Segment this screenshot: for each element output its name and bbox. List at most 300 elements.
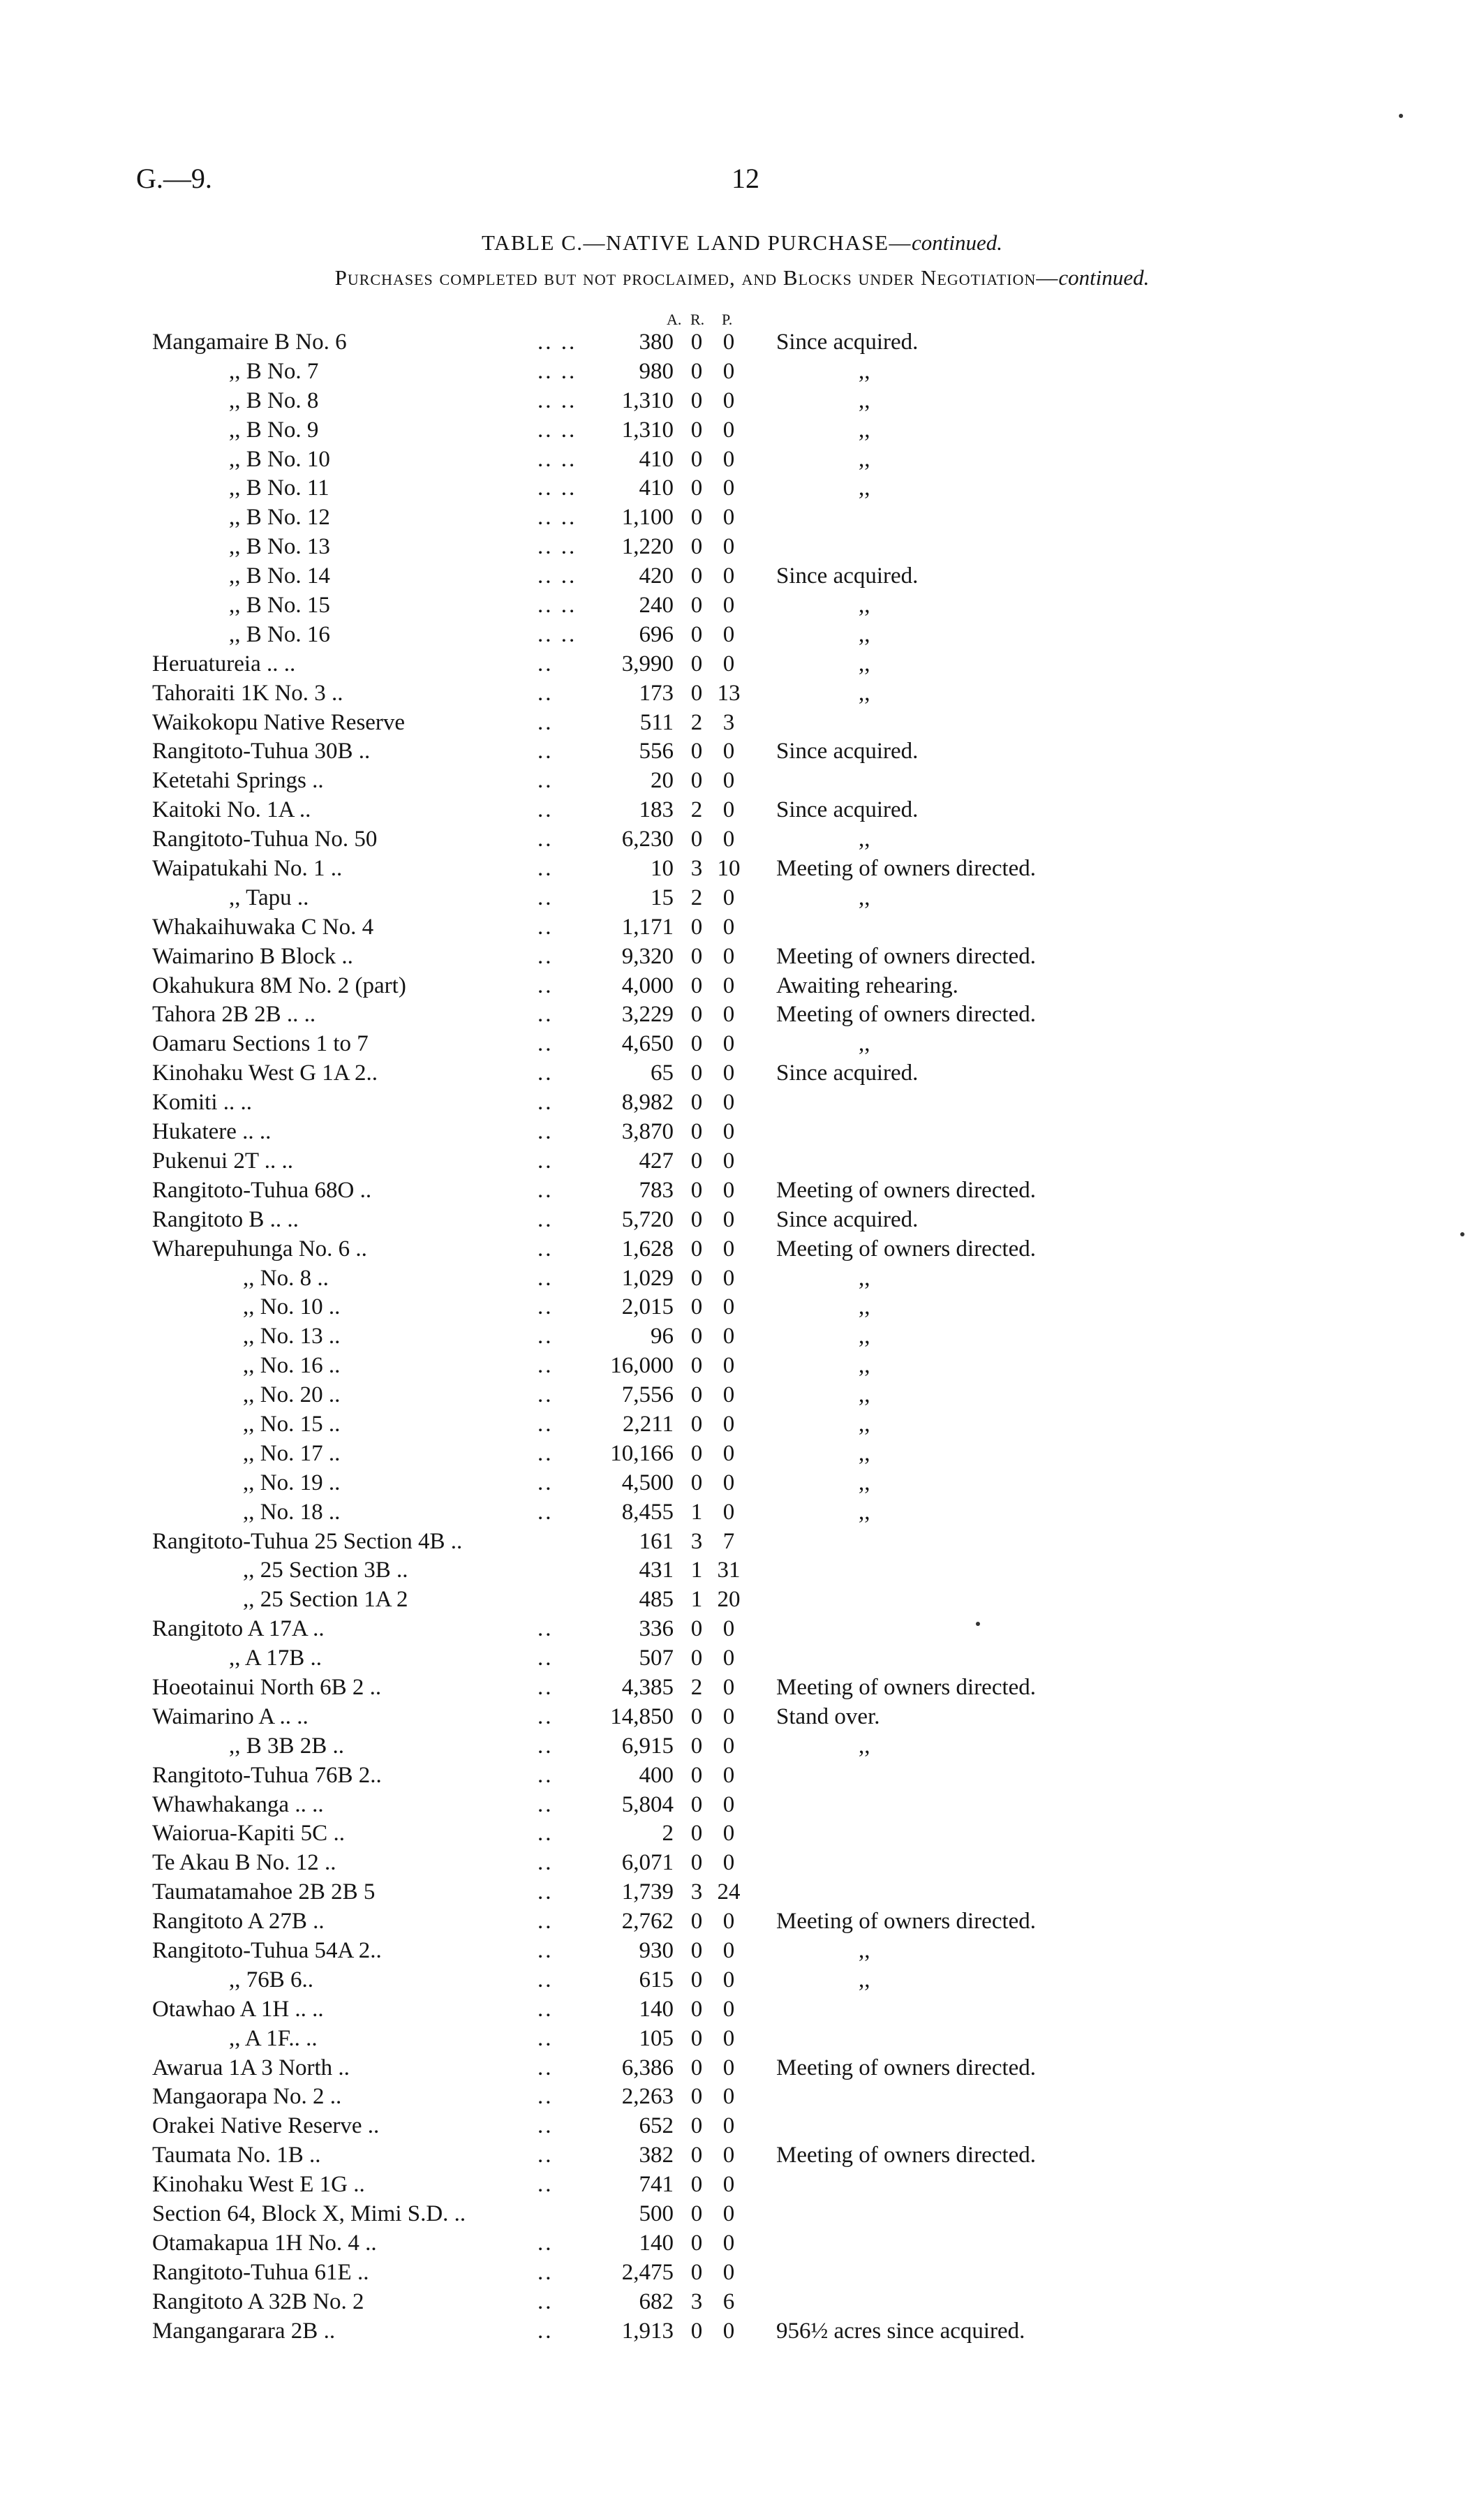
leader-dots: .. xyxy=(537,2025,554,2051)
block-name: ,, B No. 13 xyxy=(229,534,330,560)
leader-dots: .. xyxy=(537,2084,554,2110)
perches-value: 0 xyxy=(722,1674,735,1700)
perches-value: 0 xyxy=(722,1470,735,1495)
leader-dots: .. xyxy=(537,2143,554,2168)
leader-dots: .. xyxy=(537,856,554,882)
roods-value: 0 xyxy=(690,1090,703,1116)
block-name: Taumata No. 1B .. xyxy=(152,2143,321,2168)
roods-value: 0 xyxy=(690,2084,703,2110)
leader-dots: .. xyxy=(537,1031,554,1057)
perches-value: 3 xyxy=(722,709,735,735)
roods-value: 0 xyxy=(690,1909,703,1935)
table-row xyxy=(0,1293,1484,1322)
leader-dots: .. xyxy=(537,1440,554,1466)
acres-value: 3,870 xyxy=(621,1119,674,1145)
acres-value: 15 xyxy=(651,885,674,910)
perches-value: 0 xyxy=(722,739,735,764)
perches-value: 0 xyxy=(722,1440,735,1466)
leader-dots: .. xyxy=(537,1937,554,1963)
table-row xyxy=(0,2200,1484,2229)
acres-value: 1,029 xyxy=(621,1265,674,1291)
column-header-roods: R. xyxy=(690,311,705,328)
perches-value: 0 xyxy=(722,330,735,355)
table-row xyxy=(0,1030,1484,1059)
roods-value: 0 xyxy=(690,475,703,501)
leader-dots: .. xyxy=(537,1411,554,1437)
roods-value: 3 xyxy=(690,2288,703,2314)
remark-text: ,, xyxy=(859,1031,870,1057)
roods-value: 0 xyxy=(690,621,703,647)
table-row xyxy=(0,1176,1484,1206)
block-name: ,, No. 19 .. xyxy=(243,1470,341,1495)
remark-text: Meeting of owners directed. xyxy=(776,1236,1037,1262)
block-name: Awarua 1A 3 North .. xyxy=(152,2055,350,2080)
block-name: Kinohaku West E 1G .. xyxy=(152,2172,365,2198)
leader-dots: .. .. xyxy=(537,417,577,443)
leader-dots: .. xyxy=(537,1060,554,1086)
acres-value: 507 xyxy=(639,1646,674,1671)
roods-value: 0 xyxy=(690,2230,703,2256)
roods-value: 0 xyxy=(690,1703,703,1729)
block-name: ,, B No. 8 xyxy=(229,387,319,413)
leader-dots: .. xyxy=(537,1294,554,1320)
acres-value: 400 xyxy=(639,1762,674,1788)
roods-value: 0 xyxy=(690,593,703,619)
perches-value: 0 xyxy=(722,1324,735,1349)
block-name: ,, B No. 14 xyxy=(229,563,330,589)
perches-value: 0 xyxy=(722,563,735,589)
perches-value: 0 xyxy=(722,1060,735,1086)
table-row xyxy=(0,1644,1484,1673)
acres-value: 427 xyxy=(639,1148,674,1174)
acres-value: 336 xyxy=(639,1616,674,1642)
table-row xyxy=(0,1440,1484,1469)
table-subtitle-main: Purchases completed but not proclaimed, and Blocks under Negotiation— xyxy=(334,265,1059,290)
block-name: Hoeotainui North 6B 2 .. xyxy=(152,1674,382,1700)
perches-value: 0 xyxy=(722,2084,735,2110)
block-name: Otawhao A 1H .. .. xyxy=(152,1996,324,2022)
page-number: 12 xyxy=(732,163,759,194)
perches-value: 0 xyxy=(722,2025,735,2051)
acres-value: 1,628 xyxy=(621,1236,674,1262)
roods-value: 0 xyxy=(690,739,703,764)
perches-value: 0 xyxy=(722,2259,735,2285)
roods-value: 1 xyxy=(690,1558,703,1583)
roods-value: 0 xyxy=(690,534,703,560)
block-name: ,, B No. 10 xyxy=(229,446,330,472)
leader-dots: .. xyxy=(537,1762,554,1788)
perches-value: 10 xyxy=(717,856,741,882)
block-name: Waimarino B Block .. xyxy=(152,943,353,969)
roods-value: 0 xyxy=(690,505,703,531)
perches-value: 0 xyxy=(722,1762,735,1788)
leader-dots: .. xyxy=(537,1148,554,1174)
block-name: Rangitoto-Tuhua 54A 2.. xyxy=(152,1937,382,1963)
perches-value: 0 xyxy=(722,973,735,998)
leader-dots: .. .. xyxy=(537,593,577,619)
leader-dots: .. xyxy=(537,973,554,998)
perches-value: 0 xyxy=(722,651,735,676)
table-row xyxy=(0,1059,1484,1088)
perches-value: 0 xyxy=(722,1090,735,1116)
acres-value: 240 xyxy=(639,593,674,619)
leader-dots: .. xyxy=(537,1177,554,1203)
acres-value: 161 xyxy=(639,1528,674,1554)
perches-value: 0 xyxy=(722,1996,735,2022)
block-name: Whawhakanga .. .. xyxy=(152,1791,324,1817)
perches-value: 0 xyxy=(722,1353,735,1379)
remark-text: Since acquired. xyxy=(776,797,919,823)
block-name: Rangitoto A 27B .. xyxy=(152,1909,325,1935)
block-name: Rangitoto A 32B No. 2 xyxy=(152,2288,364,2314)
perches-value: 0 xyxy=(722,1002,735,1028)
block-name: ,, B No. 7 xyxy=(229,358,319,384)
block-name: Tahora 2B 2B .. .. xyxy=(152,1002,316,1028)
leader-dots: .. xyxy=(537,1236,554,1262)
roods-value: 0 xyxy=(690,768,703,794)
remark-text: ,, xyxy=(859,1324,870,1349)
leader-dots: .. .. xyxy=(537,387,577,413)
block-name: Wharepuhunga No. 6 .. xyxy=(152,1236,367,1262)
acres-value: 10 xyxy=(651,856,674,882)
block-name: Waioruа-Kapiti 5C .. xyxy=(152,1821,345,1847)
table-row xyxy=(0,2317,1484,2346)
acres-value: 105 xyxy=(639,2025,674,2051)
leader-dots: .. xyxy=(537,1703,554,1729)
roods-value: 0 xyxy=(690,1440,703,1466)
roods-value: 0 xyxy=(690,1616,703,1642)
table-row xyxy=(0,1791,1484,1820)
block-name: Ketetahi Springs .. xyxy=(152,768,324,794)
acres-value: 741 xyxy=(639,2172,674,2198)
leader-dots: .. xyxy=(537,827,554,852)
perches-value: 0 xyxy=(722,621,735,647)
block-name: ,, 25 Section 3B .. xyxy=(243,1558,408,1583)
table-row xyxy=(0,1732,1484,1761)
block-name: Rangitoto B .. .. xyxy=(152,1206,299,1232)
block-name: Rangitoto-Tuhua 68O .. xyxy=(152,1177,372,1203)
leader-dots: .. .. xyxy=(537,563,577,589)
perches-value: 0 xyxy=(722,1177,735,1203)
acres-value: 1,100 xyxy=(621,505,674,531)
perches-value: 0 xyxy=(722,417,735,443)
perches-value: 0 xyxy=(722,2230,735,2256)
block-name: Waikokopu Native Reserve xyxy=(152,709,406,735)
perches-value: 0 xyxy=(722,358,735,384)
roods-value: 0 xyxy=(690,2143,703,2168)
block-name: Rangitoto-Tuhua 76B 2.. xyxy=(152,1762,382,1788)
perches-value: 31 xyxy=(717,1558,741,1583)
acres-value: 410 xyxy=(639,446,674,472)
perches-value: 0 xyxy=(722,1499,735,1525)
acres-value: 5,804 xyxy=(621,1791,674,1817)
roods-value: 0 xyxy=(690,1324,703,1349)
leader-dots: .. xyxy=(537,739,554,764)
acres-value: 1,220 xyxy=(621,534,674,560)
table-row xyxy=(0,562,1484,591)
block-name: ,, A 1F.. .. xyxy=(229,2025,318,2051)
table-row xyxy=(0,1966,1484,1995)
leader-dots: .. xyxy=(537,651,554,676)
roods-value: 0 xyxy=(690,1850,703,1876)
acres-value: 980 xyxy=(639,358,674,384)
block-name: ,, No. 17 .. xyxy=(243,1440,341,1466)
roods-value: 2 xyxy=(690,797,703,823)
block-name: ,, 76B 6.. xyxy=(229,1967,314,1992)
remark-text: Since acquired. xyxy=(776,1206,919,1232)
roods-value: 0 xyxy=(690,1791,703,1817)
acres-value: 1,310 xyxy=(621,387,674,413)
table-row xyxy=(0,767,1484,796)
acres-value: 2,475 xyxy=(621,2259,674,2285)
remark-text: 956½ acres since acquired. xyxy=(776,2318,1025,2344)
roods-value: 0 xyxy=(690,1937,703,1963)
block-name: Waipatukahi No. 1 .. xyxy=(152,856,343,882)
acres-value: 615 xyxy=(639,1967,674,1992)
acres-value: 6,071 xyxy=(621,1850,674,1876)
leader-dots: .. xyxy=(537,797,554,823)
leader-dots: .. xyxy=(537,709,554,735)
table-row xyxy=(0,1615,1484,1644)
roods-value: 0 xyxy=(690,1996,703,2022)
block-name: ,, No. 15 .. xyxy=(243,1411,341,1437)
perches-value: 0 xyxy=(722,1733,735,1759)
table-row xyxy=(0,1264,1484,1294)
roods-value: 0 xyxy=(690,417,703,443)
table-row xyxy=(0,737,1484,767)
remark-text: ,, xyxy=(859,1733,870,1759)
roods-value: 0 xyxy=(690,1821,703,1847)
block-name: Tahoraiti 1K No. 3 .. xyxy=(152,680,343,706)
roods-value: 0 xyxy=(690,2172,703,2198)
acres-value: 382 xyxy=(639,2143,674,2168)
table-row xyxy=(0,474,1484,503)
block-name: ,, No. 8 .. xyxy=(243,1265,329,1291)
roods-value: 0 xyxy=(690,1294,703,1320)
acres-value: 485 xyxy=(639,1587,674,1613)
table-row xyxy=(0,1703,1484,1732)
remark-text: Since acquired. xyxy=(776,1060,919,1086)
acres-value: 183 xyxy=(639,797,674,823)
column-header-acres: A. xyxy=(667,311,682,328)
block-name: ,, B No. 15 xyxy=(229,593,330,619)
acres-value: 140 xyxy=(639,2230,674,2256)
roods-value: 0 xyxy=(690,651,703,676)
leader-dots: .. xyxy=(537,1382,554,1408)
leader-dots: .. xyxy=(537,2172,554,2198)
table-row xyxy=(0,1118,1484,1147)
acres-value: 431 xyxy=(639,1558,674,1583)
leader-dots: .. xyxy=(537,2055,554,2080)
roods-value: 0 xyxy=(690,1206,703,1232)
remark-text: ,, xyxy=(859,1411,870,1437)
table-row xyxy=(0,2112,1484,2141)
remark-text: ,, xyxy=(859,387,870,413)
block-name: ,, B No. 16 xyxy=(229,621,330,647)
block-name: ,, B No. 11 xyxy=(229,475,329,501)
perches-value: 13 xyxy=(717,680,741,706)
roods-value: 0 xyxy=(690,1031,703,1057)
acres-value: 420 xyxy=(639,563,674,589)
table-row xyxy=(0,2170,1484,2200)
acres-value: 4,650 xyxy=(621,1031,674,1057)
roods-value: 0 xyxy=(690,827,703,852)
table-row xyxy=(0,591,1484,621)
roods-value: 0 xyxy=(690,1002,703,1028)
perches-value: 0 xyxy=(722,475,735,501)
acres-value: 2,762 xyxy=(621,1909,674,1935)
roods-value: 0 xyxy=(690,1148,703,1174)
perches-value: 0 xyxy=(722,446,735,472)
remark-text: ,, xyxy=(859,621,870,647)
table-title xyxy=(0,230,1484,256)
block-name: Kinohaku West G 1A 2.. xyxy=(152,1060,378,1086)
table-row xyxy=(0,1381,1484,1410)
table-row xyxy=(0,1352,1484,1381)
table-row xyxy=(0,2288,1484,2317)
leader-dots: .. xyxy=(537,2259,554,2285)
block-name: Orakei Native Reserve .. xyxy=(152,2113,380,2139)
perches-value: 0 xyxy=(722,1821,735,1847)
table-row xyxy=(0,1761,1484,1791)
acres-value: 140 xyxy=(639,1996,674,2022)
leader-dots: .. xyxy=(537,1791,554,1817)
table-row xyxy=(0,650,1484,679)
roods-value: 0 xyxy=(690,2201,703,2226)
roods-value: 3 xyxy=(690,856,703,882)
leader-dots: .. xyxy=(537,914,554,940)
table-row xyxy=(0,1410,1484,1440)
remark-text: ,, xyxy=(859,417,870,443)
acres-value: 4,000 xyxy=(621,973,674,998)
perches-value: 0 xyxy=(722,2201,735,2226)
block-name: ,, 25 Section 1A 2 xyxy=(243,1587,408,1613)
acres-value: 6,386 xyxy=(621,2055,674,2080)
table-row xyxy=(0,533,1484,562)
remark-text: Meeting of owners directed. xyxy=(776,1674,1037,1700)
report-reference: G.—9. xyxy=(136,163,212,194)
acres-value: 2,211 xyxy=(622,1411,674,1437)
remark-text: ,, xyxy=(859,1353,870,1379)
perches-value: 7 xyxy=(722,1528,735,1554)
acres-value: 7,556 xyxy=(621,1382,674,1408)
roods-value: 0 xyxy=(690,1382,703,1408)
block-name: Te Akau B No. 12 .. xyxy=(152,1850,336,1876)
table-row xyxy=(0,1907,1484,1937)
perches-value: 0 xyxy=(722,2172,735,2198)
perches-value: 0 xyxy=(722,1236,735,1262)
remark-text: Meeting of owners directed. xyxy=(776,2055,1037,2080)
block-name: Komiti .. .. xyxy=(152,1090,253,1116)
leader-dots: .. xyxy=(537,1733,554,1759)
perches-value: 0 xyxy=(722,1119,735,1145)
roods-value: 0 xyxy=(690,973,703,998)
roods-value: 3 xyxy=(690,1879,703,1905)
perches-value: 0 xyxy=(722,914,735,940)
acres-value: 1,171 xyxy=(621,914,674,940)
perches-value: 0 xyxy=(722,1206,735,1232)
remark-text: Since acquired. xyxy=(776,330,919,355)
acres-value: 8,455 xyxy=(621,1499,674,1525)
page-speck xyxy=(1460,1232,1464,1236)
table-row xyxy=(0,2229,1484,2258)
leader-dots: .. xyxy=(537,1646,554,1671)
roods-value: 0 xyxy=(690,387,703,413)
table-row xyxy=(0,1673,1484,1703)
table-row xyxy=(0,825,1484,855)
leader-dots: .. xyxy=(537,2318,554,2344)
remark-text: ,, xyxy=(859,651,870,676)
block-name: Heruatureia .. .. xyxy=(152,651,296,676)
leader-dots: .. xyxy=(537,1909,554,1935)
acres-value: 696 xyxy=(639,621,674,647)
remark-text: Meeting of owners directed. xyxy=(776,943,1037,969)
leader-dots: .. xyxy=(537,1879,554,1905)
acres-value: 500 xyxy=(639,2201,674,2226)
remark-text: ,, xyxy=(859,358,870,384)
remark-text: ,, xyxy=(859,1294,870,1320)
acres-value: 4,385 xyxy=(621,1674,674,1700)
acres-value: 2,015 xyxy=(621,1294,674,1320)
acres-value: 2,263 xyxy=(621,2084,674,2110)
block-name: ,, Tapu .. xyxy=(229,885,309,910)
leader-dots: .. xyxy=(537,1206,554,1232)
table-row xyxy=(0,1322,1484,1352)
acres-value: 1,913 xyxy=(621,2318,674,2344)
roods-value: 0 xyxy=(690,2055,703,2080)
table-row xyxy=(0,913,1484,942)
block-name: Rangitoto A 17A .. xyxy=(152,1616,325,1642)
leader-dots: .. xyxy=(537,1119,554,1145)
roods-value: 0 xyxy=(690,1353,703,1379)
roods-value: 0 xyxy=(690,2259,703,2285)
perches-value: 0 xyxy=(722,1382,735,1408)
remark-text: Meeting of owners directed. xyxy=(776,2143,1037,2168)
table-row xyxy=(0,679,1484,709)
block-name: Taumatamahoe 2B 2B 5 xyxy=(152,1879,376,1905)
acres-value: 930 xyxy=(639,1937,674,1963)
table-title-main: TABLE C.—NATIVE LAND PURCHASE— xyxy=(481,230,912,255)
leader-dots: .. xyxy=(537,1996,554,2022)
perches-value: 0 xyxy=(722,1850,735,1876)
roods-value: 1 xyxy=(690,1499,703,1525)
leader-dots: .. xyxy=(537,2288,554,2314)
block-name: Rangitoto-Tuhua 30B .. xyxy=(152,739,371,764)
perches-value: 0 xyxy=(722,2318,735,2344)
perches-value: 0 xyxy=(722,797,735,823)
perches-value: 0 xyxy=(722,593,735,619)
roods-value: 1 xyxy=(690,1587,703,1613)
remark-text: ,, xyxy=(859,885,870,910)
perches-value: 0 xyxy=(722,1937,735,1963)
acres-value: 6,915 xyxy=(621,1733,674,1759)
block-name: ,, No. 20 .. xyxy=(243,1382,341,1408)
remark-text: Meeting of owners directed. xyxy=(776,1177,1037,1203)
acres-value: 682 xyxy=(639,2288,674,2314)
table-row xyxy=(0,709,1484,738)
table-row xyxy=(0,387,1484,416)
acres-value: 5,720 xyxy=(621,1206,674,1232)
leader-dots: .. .. xyxy=(537,505,577,531)
leader-dots: .. xyxy=(537,1850,554,1876)
roods-value: 0 xyxy=(690,1060,703,1086)
block-name: ,, B No. 9 xyxy=(229,417,319,443)
remark-text: Since acquired. xyxy=(776,739,919,764)
remark-text: ,, xyxy=(859,1967,870,1992)
leader-dots: .. .. xyxy=(537,358,577,384)
perches-value: 0 xyxy=(722,1646,735,1671)
acres-value: 14,850 xyxy=(610,1703,674,1729)
